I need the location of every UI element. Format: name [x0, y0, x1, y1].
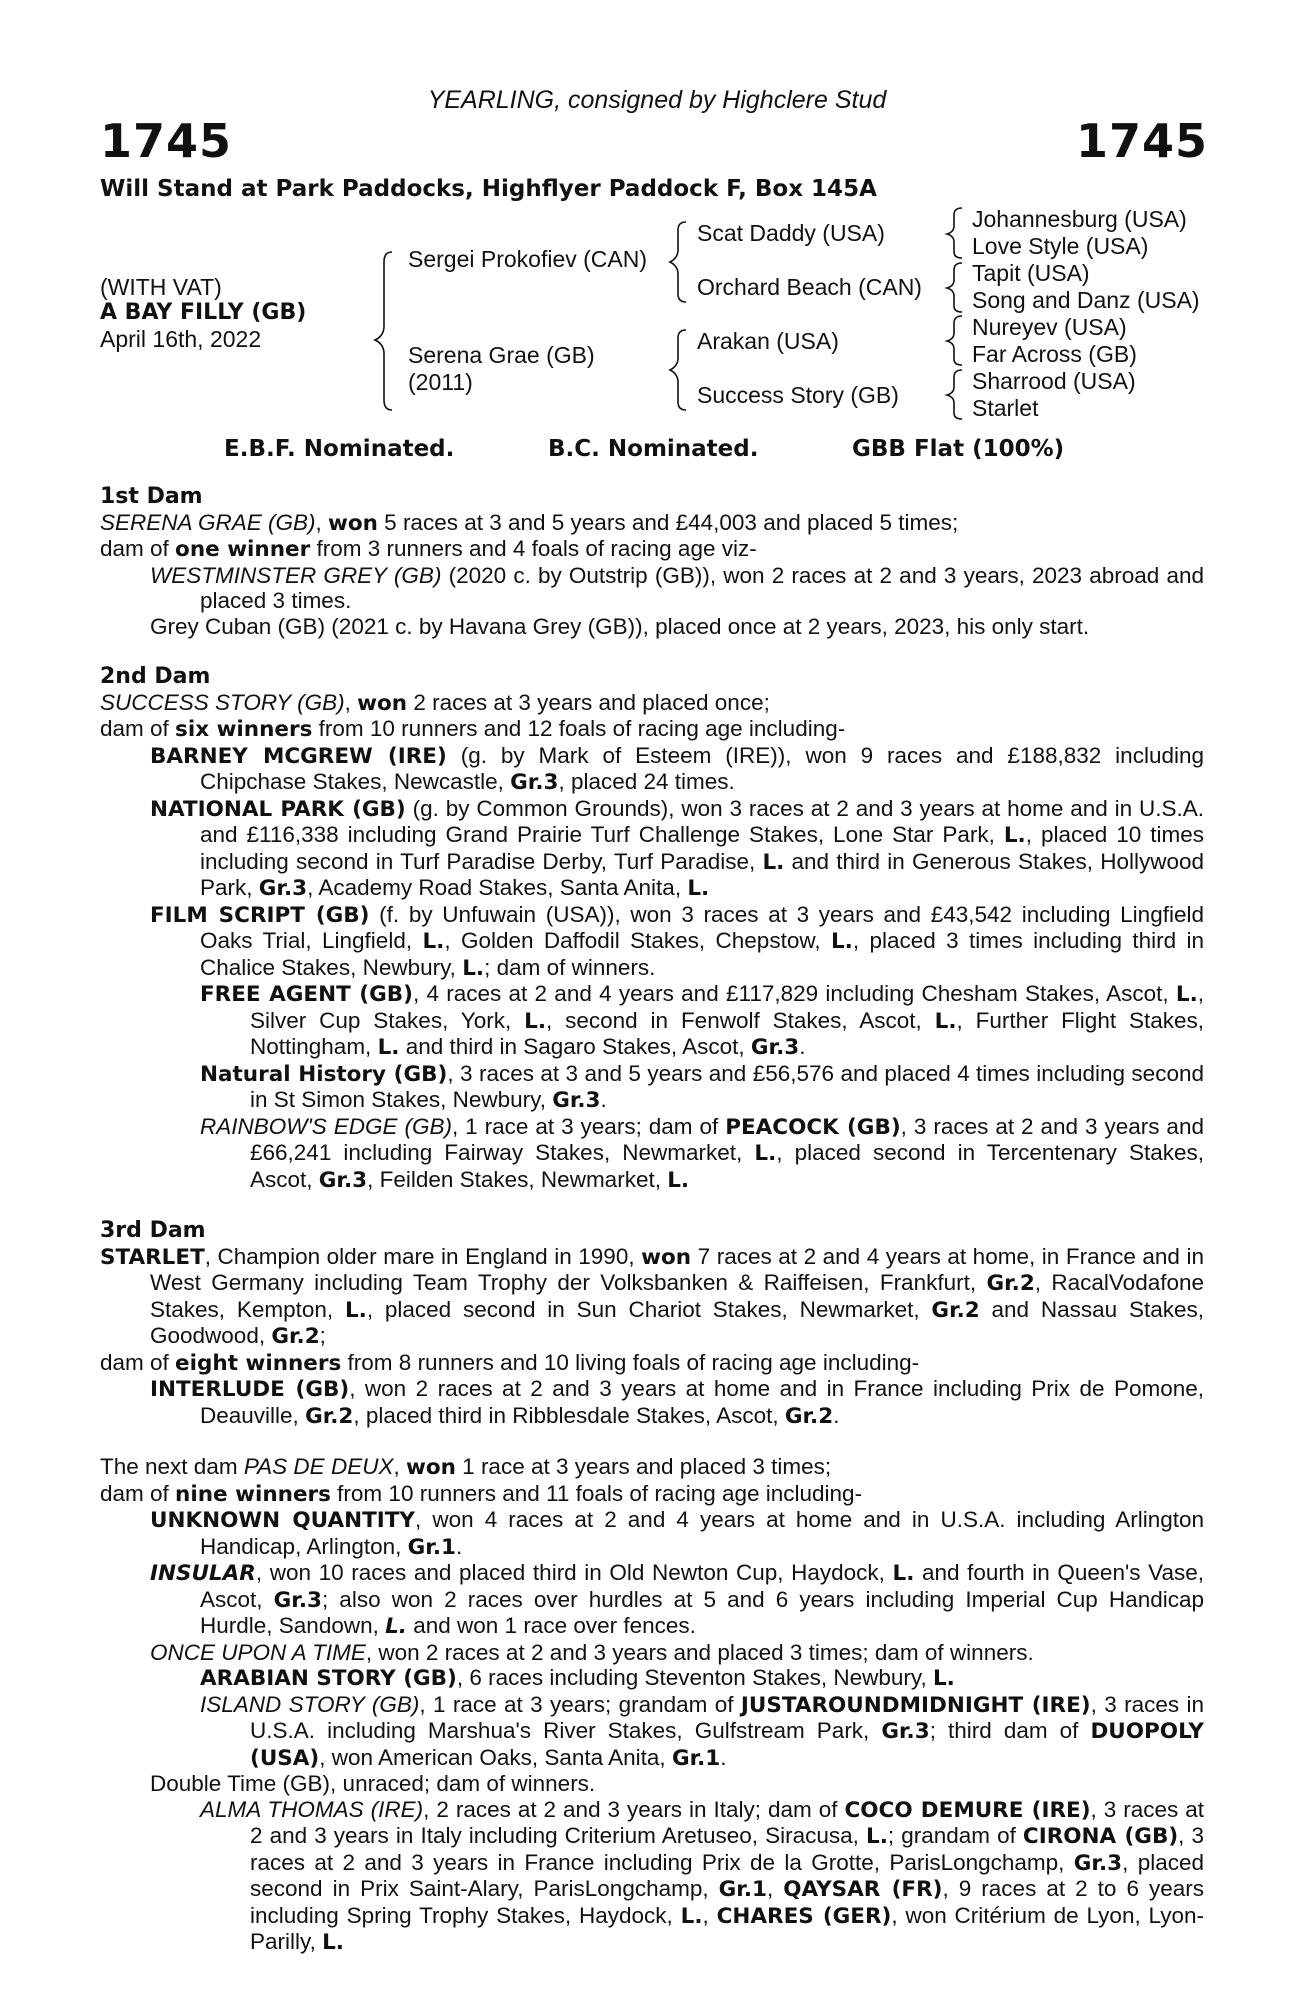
text-run: ARABIAN STORY (GB) — [200, 1666, 457, 1691]
text-run: L. — [1003, 823, 1026, 848]
text-run: , won 4 races at 2 and 4 years at home and in U.S.A. including Arlington Handicap, Arlington, — [200, 1507, 1205, 1559]
pedigree-paragraph — [100, 1244, 1204, 1350]
text-run: CIRONA (GB) — [1022, 1824, 1179, 1849]
pedigree-paragraph — [150, 796, 1204, 902]
section-gap — [100, 639, 1204, 664]
text-run: Grey Cuban (GB) (2021 c. by Havana Grey (GB)), placed once at 2 years, 2023, his only start. — [150, 613, 1090, 639]
text-run: Gr.3 — [1073, 1850, 1123, 1876]
text-run: won — [405, 1455, 456, 1480]
text-run: L. — [892, 1561, 915, 1586]
text-run: , 3 races at 2 and 3 years and £66,241 including Fairway Stakes, Newmarket, — [250, 1113, 1204, 1165]
text-run: L. — [932, 1666, 955, 1691]
pedigree-paragraph — [100, 1350, 1204, 1377]
text-run: L. — [344, 1297, 367, 1323]
section-heading: 3rd Dam — [100, 1218, 206, 1243]
text-run: ; third dam of — [929, 1718, 1091, 1743]
text-run: , 9 races at 2 to 6 years including Spring Trophy Stakes, Haydock, — [250, 1876, 1204, 1928]
text-run: DUOPOLY (USA) — [250, 1719, 1204, 1771]
pedigree-paragraph — [150, 902, 1204, 982]
text-run: L. — [680, 1903, 703, 1929]
ancestor-sdd: Song and Danz (USA) — [972, 287, 1200, 313]
text-run: , placed 3 times including third in Chalice Stakes, Newbury, — [200, 928, 1204, 980]
dam-dam: Success Story (GB) — [697, 382, 899, 408]
text-run: Gr.1 — [718, 1877, 767, 1902]
dam-year: (2011) — [408, 369, 473, 395]
text-run: ONCE UPON A TIME — [150, 1639, 366, 1665]
text-run: Gr.2 — [931, 1297, 980, 1323]
pedigree-paragraph — [100, 536, 1204, 563]
pedigree-paragraph — [150, 743, 1204, 796]
pedigree-paragraph — [200, 1665, 1204, 1692]
text-run: , Academy Road Stakes, Santa Anita, — [307, 875, 688, 900]
pedigree-paragraph — [200, 1692, 1204, 1772]
pedigree-paragraph — [100, 1481, 1204, 1508]
text-run: L. — [322, 1930, 344, 1955]
text-run: L. — [934, 1008, 957, 1034]
text-run: L. — [462, 955, 485, 981]
text-run: . — [799, 1034, 806, 1059]
text-run: , placed second in Prix Saint-Alary, ParisLongchamp, — [250, 1849, 1204, 1901]
text-run: ; — [319, 1323, 326, 1348]
text-run: Gr.3 — [552, 1088, 601, 1113]
text-run: , 2 races at 2 and 3 years in Italy; dam of — [423, 1796, 845, 1822]
sire-dam: Orchard Beach (CAN) — [697, 274, 922, 300]
text-run: , 4 races at 2 and 4 years and £117,829 including Chesham Stakes, Ascot, — [412, 981, 1176, 1006]
text-run: ALMA THOMAS (IRE) — [200, 1796, 424, 1822]
text-run: and third in Generous Stakes, Hollywood Park, — [200, 848, 1204, 900]
ancestor-dds: Sharrood (USA) — [972, 368, 1136, 394]
pedigree-paragraph — [150, 1507, 1204, 1560]
text-run: , Golden Daffodil Stakes, Chepstow, — [444, 928, 831, 953]
text-run: , won 2 races at 2 and 3 years at home and in France including Prix de Pomone, Deauville, — [200, 1376, 1205, 1428]
text-run: , won 2 races at 2 and 3 years and placed 3 times; dam of winners. — [365, 1639, 1034, 1665]
text-run: . — [455, 1533, 463, 1559]
text-run: NATIONAL PARK (GB) — [150, 796, 406, 822]
text-run: eight winners — [175, 1350, 342, 1376]
ancestor-sss: Johannesburg (USA) — [972, 206, 1187, 232]
text-run: PAS DE DEUX — [243, 1454, 394, 1479]
text-run: Gr.2 — [986, 1271, 1035, 1296]
text-run: 1 race at 3 years and placed 3 times; — [455, 1454, 832, 1479]
text-run: , — [393, 1454, 406, 1479]
text-run: , 3 races at 2 and 3 years in Italy including Criterium Aretuseo, Siracusa, — [250, 1796, 1204, 1848]
text-run: SUCCESS STORY (GB) — [100, 689, 345, 715]
ancestor-dsd: Far Across (GB) — [972, 341, 1137, 367]
text-run: , — [766, 1876, 784, 1901]
lot-horse-name: A BAY FILLY (GB) — [100, 300, 307, 325]
text-run: INTERLUDE (GB) — [150, 1377, 350, 1402]
text-run: , 3 races in U.S.A. including Marshua's River Stakes, Gulfstream Park, — [250, 1691, 1204, 1743]
text-run: Gr.2 — [305, 1403, 354, 1429]
text-run: SERENA GRAE (GB) — [100, 509, 316, 535]
text-run: L. — [754, 1141, 777, 1166]
pedigree-paragraph — [100, 510, 1204, 537]
section-heading: 1st Dam — [100, 484, 203, 509]
bc-nomination: B.C. Nominated. — [548, 436, 759, 462]
text-run: CHARES (GER) — [716, 1903, 892, 1929]
text-run: Gr.3 — [881, 1719, 930, 1744]
female-family-text — [100, 484, 1204, 1956]
text-run: L. — [667, 1167, 690, 1193]
text-run: L. — [377, 1035, 400, 1060]
text-run: , won Critérium de Lyon, Lyon-Parilly, — [250, 1902, 1204, 1954]
text-run: L. — [762, 849, 785, 875]
text-run: L. — [422, 929, 445, 954]
text-run: (g. by Common Grounds), won 3 races at 2 and 3 years at home and in U.S.A. and £116,338 including Grand Prairie Turf Challenge Stakes, Lone Star Park, — [200, 795, 1204, 847]
text-run: ; also won 2 races over hurdles at 5 and 6 years including Imperial Cup Handicap Hurdle, Sandown, — [200, 1586, 1204, 1638]
text-run: Gr.3 — [510, 770, 559, 795]
section-gap — [100, 1429, 1204, 1454]
text-run: and fourth in Queen's Vase, Ascot, — [200, 1560, 1204, 1612]
text-run: from 8 runners and 10 living foals of racing age including- — [341, 1349, 920, 1375]
text-run: FREE AGENT (GB) — [200, 982, 413, 1007]
ancestor-ssd: Love Style (USA) — [972, 233, 1149, 259]
text-run: , placed second in Tercentenary Stakes, Ascot, — [250, 1140, 1204, 1192]
text-run: , Champion older mare in England in 1990, — [204, 1243, 642, 1269]
sire-sire: Scat Daddy (USA) — [697, 220, 885, 246]
text-run: STARLET — [100, 1244, 205, 1270]
text-run: Natural History (GB) — [200, 1061, 448, 1087]
text-run: nine winners — [175, 1481, 331, 1507]
gbb-nomination: GBB Flat (100%) — [852, 436, 1065, 462]
ebf-nomination: E.B.F. Nominated. — [224, 436, 455, 462]
text-run: dam of — [100, 536, 176, 561]
text-run: and Nassau Stakes, Goodwood, — [150, 1296, 1204, 1348]
text-run: and third in Sagaro Stakes, Ascot, — [399, 1034, 751, 1059]
text-run: , Further Flight Stakes, Nottingham, — [250, 1007, 1204, 1059]
pedigree-paragraph — [150, 563, 1204, 614]
text-run: L. — [687, 876, 710, 901]
text-run: , 1 race at 3 years; grandam of — [419, 1691, 741, 1717]
text-run: Gr.1 — [407, 1534, 456, 1560]
section-gap — [100, 1193, 1204, 1218]
text-run: (f. by Unfuwain (USA)), won 3 races at 3 years and £43,542 including Lingfield Oaks Trial, Lingfield, — [200, 901, 1204, 953]
text-run: six winners — [175, 717, 313, 742]
section-heading: 2nd Dam — [100, 664, 211, 689]
sire: Sergei Prokofiev (CAN) — [408, 246, 648, 272]
lot-number-left: 1745 — [100, 114, 233, 168]
text-run: RAINBOW'S EDGE (GB) — [200, 1113, 452, 1139]
stand-location: Will Stand at Park Paddocks, Highflyer Paddock F, Box 145A — [100, 176, 877, 202]
text-run: . — [600, 1087, 607, 1112]
text-run: ; grandam of — [887, 1823, 1023, 1848]
text-run: L. — [830, 929, 853, 954]
text-run: COCO DEMURE (IRE) — [844, 1797, 1091, 1823]
text-run: Gr.3 — [258, 876, 308, 901]
text-run: dam of — [100, 716, 176, 741]
text-run: from 3 runners and 4 foals of racing age viz- — [310, 536, 757, 561]
text-run: L. — [866, 1824, 888, 1849]
text-run: JUSTAROUNDMIDNIGHT (IRE) — [740, 1692, 1091, 1718]
text-run: , RacalVodafone Stakes, Kempton, — [150, 1270, 1205, 1322]
text-run: The next dam — [100, 1454, 244, 1479]
text-run: Gr.3 — [273, 1587, 322, 1613]
pedigree-paragraph — [200, 1797, 1204, 1956]
lot-number-right: 1745 — [1075, 114, 1208, 168]
text-run: (2020 c. by Outstrip (GB)), won 2 races at 2 and 3 years, 2023 abroad and placed 3 times. — [200, 562, 1204, 613]
text-run: Gr.3 — [750, 1035, 800, 1060]
foaling-date: April 16th, 2022 — [100, 326, 262, 352]
text-run: , placed second in Sun Chariot Stakes, Newmarket, — [366, 1296, 932, 1322]
text-run: 2 races at 3 years and placed once; — [407, 689, 770, 715]
text-run: (g. by Mark of Esteem (IRE)), won 9 races and £188,832 including Chipchase Stakes, Newcastle, — [200, 742, 1204, 794]
text-run: , — [315, 509, 328, 535]
pedigree-paragraph — [150, 1376, 1204, 1429]
text-run: , Silver Cup Stakes, York, — [250, 981, 1205, 1033]
text-run: won — [327, 510, 378, 536]
text-run: , 6 races including Steventon Stakes, Newbury, — [456, 1665, 933, 1690]
ancestor-sds: Tapit (USA) — [972, 260, 1090, 286]
dam: Serena Grae (GB) — [408, 342, 595, 368]
ancestor-dss: Nureyev (USA) — [972, 314, 1127, 340]
vat-note: (WITH VAT) — [100, 274, 222, 300]
text-run: UNKNOWN QUANTITY — [150, 1508, 416, 1533]
text-run: dam of — [100, 1349, 176, 1375]
ancestor-ddd: Starlet — [972, 395, 1039, 421]
text-run: ; dam of winners. — [484, 954, 656, 980]
text-run: . — [720, 1744, 727, 1770]
text-run: , won 10 races and placed third in Old Newton Cup, Haydock, — [255, 1560, 893, 1585]
text-run: one winner — [175, 537, 311, 562]
text-run: , won American Oaks, Santa Anita, — [319, 1744, 672, 1770]
text-run: 7 races at 2 and 4 years at home, in France and in West Germany including Team Trophy der Volksbanken & Raiffeisen, Frankfurt, — [150, 1243, 1205, 1295]
text-run: Gr.2 — [271, 1324, 320, 1349]
text-run: FILM SCRIPT (GB) — [150, 902, 370, 928]
dam-sire: Arakan (USA) — [697, 328, 839, 354]
text-run: Double Time (GB), unraced; dam of winners. — [150, 1771, 596, 1796]
text-run: PEACOCK (GB) — [725, 1114, 901, 1140]
pedigree-paragraph — [150, 1640, 1204, 1666]
text-run: and won 1 race over fences. — [406, 1613, 696, 1638]
text-run: L. — [524, 1008, 546, 1034]
text-run: INSULAR — [150, 1561, 256, 1586]
text-run: , 3 races at 2 and 3 years in France including Prix de la Grotte, ParisLongchamp, — [250, 1823, 1205, 1875]
text-run: , placed 24 times. — [558, 769, 735, 794]
text-run: L. — [1175, 982, 1198, 1007]
text-run: Gr.1 — [671, 1745, 721, 1771]
text-run: ISLAND STORY (GB) — [200, 1691, 420, 1717]
text-run: . — [833, 1402, 840, 1428]
text-run: QAYSAR (FR) — [783, 1877, 943, 1902]
text-run: , — [702, 1902, 717, 1928]
text-run: BARNEY MCGREW (IRE) — [150, 743, 447, 769]
pedigree-paragraph — [150, 614, 1204, 640]
text-run: , 3 races at 3 and 5 years and £56,576 and placed 4 times including second in St Simon Stakes, Newbury, — [250, 1060, 1204, 1112]
text-run: WESTMINSTER GREY (GB) — [150, 562, 442, 588]
text-run: , placed 10 times including second in Turf Paradise Derby, Turf Paradise, — [200, 822, 1204, 874]
text-run: , placed third in Ribblesdale Stakes, Ascot, — [353, 1402, 785, 1428]
pedigree-paragraph — [150, 1771, 1204, 1797]
text-run: L. — [385, 1614, 407, 1639]
pedigree-paragraph — [100, 716, 1204, 743]
text-run: dam of — [100, 1480, 176, 1506]
text-run: Gr.2 — [784, 1403, 834, 1429]
pedigree-paragraph — [100, 1454, 1204, 1481]
text-run: 5 races at 3 and 5 years and £44,003 and placed 5 times; — [377, 509, 959, 535]
pedigree-paragraph — [200, 1061, 1204, 1114]
text-run: won — [357, 690, 408, 716]
text-run: , second in Fenwolf Stakes, Ascot, — [546, 1007, 935, 1033]
consignor-line: YEARLING, consigned by Highclere Stud — [427, 86, 887, 114]
text-run: , — [344, 689, 358, 715]
pedigree-paragraph — [200, 1114, 1204, 1194]
text-run: , Feilden Stakes, Newmarket, — [367, 1166, 668, 1192]
text-run: won — [641, 1244, 692, 1270]
pedigree-paragraph — [150, 1560, 1204, 1640]
pedigree-paragraph — [100, 690, 1204, 717]
text-run: , 1 race at 3 years; dam of — [451, 1113, 726, 1139]
pedigree-paragraph — [200, 981, 1204, 1061]
text-run: Gr.3 — [318, 1167, 368, 1193]
text-run: from 10 runners and 11 foals of racing age including- — [330, 1480, 863, 1506]
text-run: from 10 runners and 12 foals of racing age including- — [312, 716, 846, 741]
